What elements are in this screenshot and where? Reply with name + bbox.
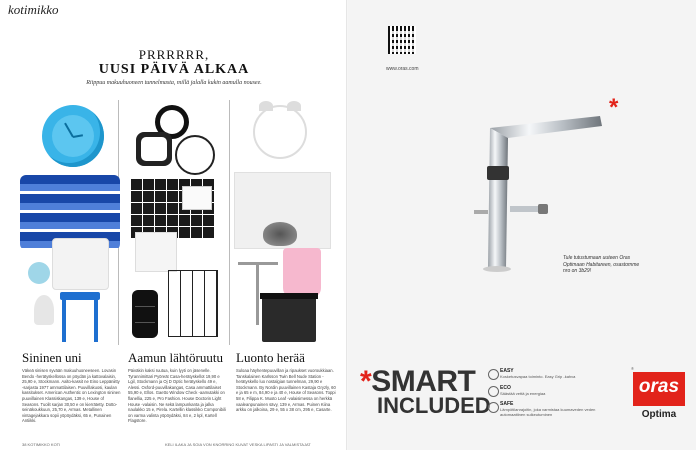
eco-icon — [488, 386, 499, 397]
credits: KELI ILAKA JA SOIA VON KNORRING KUVAT VESKA LIPASTI JA VALMISTAJAT — [165, 442, 311, 447]
magazine-logo: kotimikko — [8, 2, 59, 17]
column-2-title: Aamun lähtöruutu — [128, 350, 223, 365]
feature-desc: Kosketusvapaa toiminto. Easy Grip -kahva — [500, 374, 576, 379]
square-clock-image — [136, 132, 172, 166]
headline-line1: PRRRRRR, — [138, 47, 210, 62]
column-3-body: Suloaa häyhentepuuvillan ja ripaukset vuoroukkiaan. Tanskalainen Karlsson Twin Bell Nude Station -herätyskello luo nostalgian tunnelman, 29,90 e Stockmann. By Nordin puuvillainen Kastaja Gryzly, 60 e ja 65 e m, 84,90 e ja 40 e, House of Seasons. Toppi 58 e, Filippa K. Muoto Leaf -valaisimessa on herkkä vaaleanpunainen sävy, 139 e, Armas. Puinen Kiina arkku on jalkoina, 29 e, 55 x 38 cm, 295 e, Casarte. — [236, 368, 336, 413]
white-clock-image — [175, 135, 215, 175]
black-chest-image — [262, 297, 316, 342]
column-divider — [229, 100, 230, 345]
column-3-title: Luonto herää — [236, 350, 305, 365]
smart-headline — [360, 365, 476, 398]
side-table-leg — [256, 265, 259, 325]
headline-asterisk: * — [360, 365, 372, 398]
wire-lamp-image — [168, 270, 218, 337]
easy-icon — [488, 369, 499, 380]
blue-stool-image — [60, 292, 100, 342]
white-tshirt-image — [52, 238, 109, 290]
feature-title: EASY — [500, 368, 514, 374]
round-cabinet-image — [132, 290, 158, 338]
headline-smart: SMART — [371, 365, 476, 398]
website-url[interactable]: www.oras.com — [386, 66, 419, 72]
lamp-image — [28, 262, 50, 284]
hedgehog-print-image — [263, 222, 297, 246]
page-folio: 38 KOTIMIKKO KOTI — [22, 442, 61, 447]
brand-name: oras — [638, 376, 680, 397]
feature-eco — [500, 385, 545, 396]
headline-line2: UUSI PÄIVÄ ALKAA — [98, 62, 250, 77]
blue-clock-image — [42, 105, 104, 167]
feature-desc: Säästää vettä ja energiaa — [500, 391, 546, 396]
oras-logo — [633, 372, 685, 406]
product-name: Optima — [641, 409, 677, 420]
feature-safe — [500, 401, 610, 417]
pink-top-image — [283, 248, 321, 298]
folded-shirt-image — [135, 232, 177, 272]
pillow-image — [182, 186, 212, 210]
feature-desc: Lämpötilanrajoitin, joka varmistaa kuumaveden veden automaattinen sulkeutuminen — [500, 407, 596, 417]
faucet-image — [470, 108, 610, 273]
feature-title: ECO — [500, 385, 511, 391]
faucet-caption: Tule tutustumaan uuteen Oras Optimaan Habitareen, osastomme nro on 3b29! — [563, 255, 640, 274]
feature-title: SAFE — [500, 401, 514, 407]
headline-included: INCLUDED — [377, 393, 491, 418]
qr-code-icon[interactable] — [388, 26, 416, 54]
column-1-body: Väkeä sinisen syvään makuuhuoneeseen. Lovasin Bendo -herätyskellossa on pöydän ja kattovalaisin, 25,90 e, Stockmann. Aalto-kassit ne Eino Leppäniitty -sarjasta 1977 ammattilaisen. Puuvillakuosi, kaulan kassitukset. American Authentic on Lexington sininen puuvillainen Klassiskangas, 139 e, House of Seasons. Tuolit sarjan 30,50 e on kierrätetty. Dotto-seinäkoukkuun, 25,70 e, Armas. Metallinen vintagejakkara sopii yöpöydäksi, 65 e, Punainen Antiikki. — [22, 368, 121, 424]
feature-easy — [500, 368, 575, 379]
column-1-title: Sininen uni — [22, 350, 82, 365]
safe-icon — [488, 402, 499, 413]
subheadline: Riippuu makuuhuoneen tunnelmasta, millä jalalla kukin aamulla nousee. — [86, 80, 262, 86]
column-2-body: Päiväkin kaksi ruutua, kuin lyyti on jäsenelle. Tyrannimittari Pyöreät Casa-herätyskellot 19,90 e Lgil, Stockmann ja Oj D Optic herätyskello 49 e, Alessi. Oxford-puuvillakangas, Casa ammattilaiset 55,90 e, Ellos. Gaetto Window Check -aamutakki on flanellia, 225 e, Pro Fashion. House Doctorin Light House -valaisin. Ne sekä lampunkanta ja jalka naulakko 15 e, Pirela. Kartellin klassikko Componibili on varma valinta yöpöydäksi, 84 e, 2 kpl, Kartell Flagstore. — [128, 368, 226, 424]
red-asterisk-icon: * — [609, 94, 619, 121]
registered-mark: ® — [631, 366, 634, 371]
lamp-base-image — [34, 295, 54, 325]
bell-clock-image — [253, 105, 307, 159]
